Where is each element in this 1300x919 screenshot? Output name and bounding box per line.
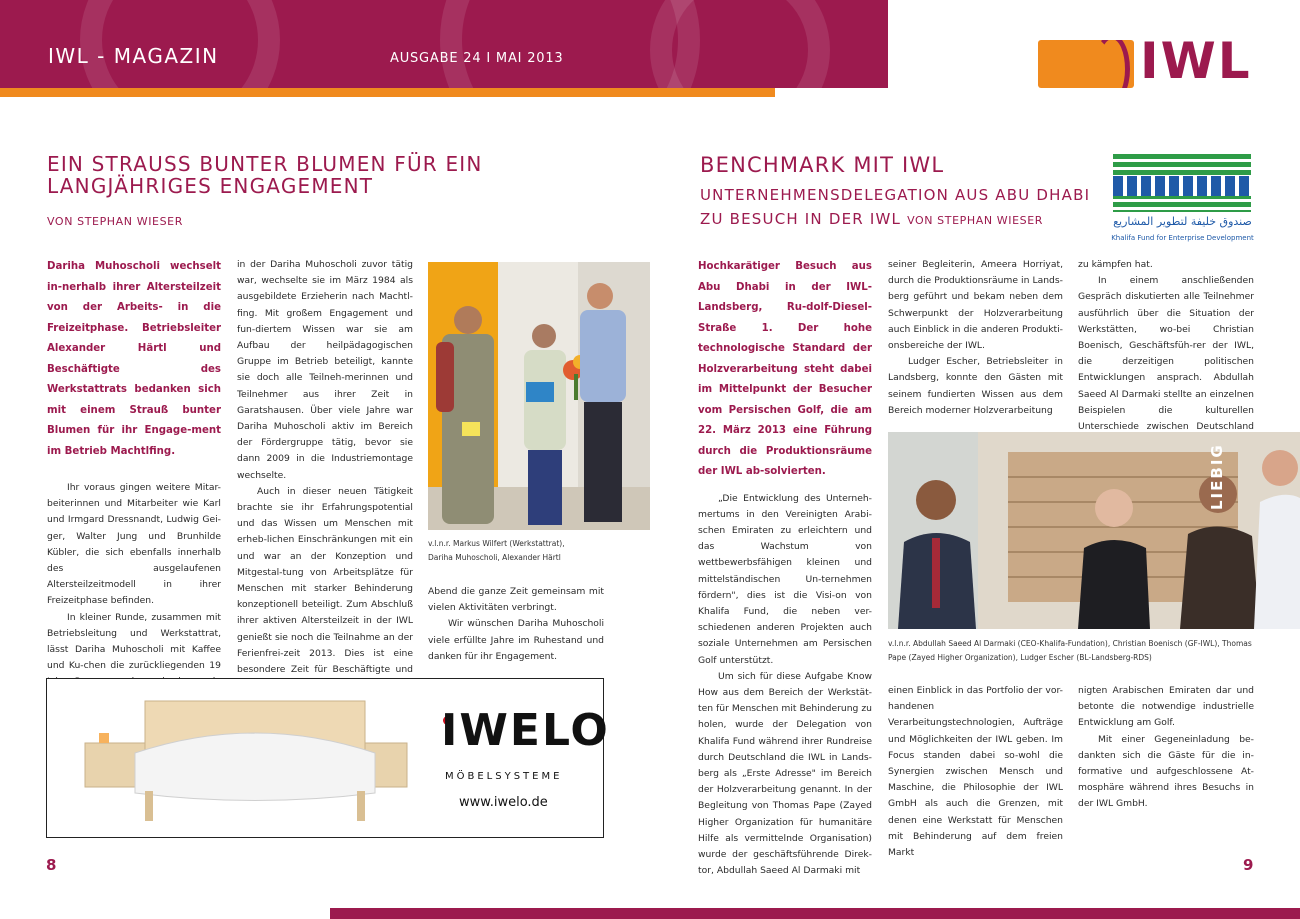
iwelo-advertisement[interactable] (46, 678, 610, 838)
right-col3-bottom-paragraph-2: Mit einer Gegeneinladung be-dankten sich die Gäste für die in-formative und aufgeschlossene At-mosphäre während ihres Besuchs in der IWL GmbH. (1078, 733, 1254, 810)
khalifa-logo-pattern-icon (1113, 154, 1251, 212)
magazine-title: IWL - MAGAZIN (48, 44, 219, 68)
iwl-logo (1038, 32, 1253, 92)
right-column-3-top (1078, 257, 1254, 451)
right-article-title: BENCHMARK MIT IWL (700, 153, 945, 177)
khalifa-fund-logo (1110, 154, 1255, 249)
right-col3-paragraph-1: zu kämpfen hat. (1078, 259, 1153, 270)
right-lead: Hochkarätiger Besuch aus Abu Dhabi in der IWL-Landsberg, Ru-dolf-Diesel-Straße 1. Der hohe technologische Standard der Holzverarbeitung steht dabei im Mittelpunkt der Besucher vom Persischen Golf, die am 22. März 2013 eine Führung durch die Produktionsräume der IWL ab-solvierten. (698, 261, 872, 477)
ad-brand: IWELO (441, 705, 610, 756)
right-subtitle-line-2: ZU BESUCH IN DER IWL (700, 210, 902, 228)
photo-delegation-visit (888, 432, 1300, 629)
right-column-3-bottom (1078, 683, 1254, 813)
right-subtitle-line-1: UNTERNEHMENSDELEGATION AUS ABU DHABI (700, 186, 1091, 204)
right-col1-paragraph-2: Um sich für diese Aufgabe Know How aus dem Bereich der Werkstät-ten für Menschen mit Behinderung zu holen, wurde der Delegation von Khalifa Fund während ihrer Rundreise durch Deutschland die IWL in Lands-berg als „Erste Adresse" im Bereich der Holzverarbeitung genannt. In der Begleitung von Thomas Pape (Zayed Higher Organization für humanitäre Hilfe als vermittelnde Organisation) wurde der geschäftsführende Direk-tor, Abdullah Saeed Al Darmaki mit (698, 670, 872, 877)
photo-people-with-flowers (428, 262, 650, 530)
khalifa-logo-arabic: صندوق خليفة لتطوير المشاريع (1113, 215, 1252, 228)
right-byline: VON STEPHAN WIESER (907, 214, 1044, 227)
right-article-subtitle (700, 183, 1110, 231)
left-col2-paragraph-2: Auch in dieser neuen Tätigkeit brachte sie ihr Erfahrungspotential und das Wissen um Menschen mit erheb-lichen Einschränkungen mit ein und war an der Konzeption und Mitgestal-tung von Arbeitsplätze für Menschen mit starker Behinderung konzeptionell beteiligt. Zum Abschluß ihrer aktiven Altersteilzeit in der IWL genießt sie noch die Teilnahme an der Ferienfrei-zeit 2013. Dies ist eine besondere Zeit für Beschäftigte und (237, 485, 413, 676)
left-lead: Dariha Muhoscholi wechselt in-nerhalb ihrer Altersteilzeit von der Arbeits- in die Freizeitphase. Betriebsleiter Alexander Härtl und Beschäftigte des Werkstattrats bedanken sich mit einem Strauß bunter Blumen für ihr Engage-ment im Betrieb Machtlfing. (47, 261, 221, 457)
right-col3-paragraph-2: In einem anschließenden Gespräch diskutierten alle Teilnehmer ausführlich über die Situation der Werkstätten, wo-bei Christian Boenisch, Geschäftsfüh-rer der IWL, die derzeitigen politischen Entwicklungen ansprach. Abdullah Saeed Al Darmaki stellte an einzelnen Beispielen die kulturellen Unterschiede zwischen Deutschland (1078, 275, 1254, 433)
bed-furniture-image (75, 693, 415, 823)
right-col3-bottom-paragraph-1: nigten Arabischen Emiraten dar und betonte die notwendige industrielle Entwicklung am Golf. (1078, 685, 1254, 729)
right-caption-line-2: Pape (Zayed Higher Organization), Ludger Escher (BL-Landsberg-RDS) (888, 653, 1152, 662)
left-byline: VON STEPHAN WIESER (47, 215, 183, 228)
iwl-logo-text: IWL (1140, 32, 1252, 90)
right-col2-paragraph-1: seiner Begleiterin, Ameera Horriyat, durch die Produktionsräume in Lands-berg geführt und bekam neben dem Schwerpunkt der Holzverarbeitung auch Einblick in die anderen Produkti-onsbereiche der IWL. (888, 259, 1063, 352)
left-col2-paragraph-1: in der Dariha Muhoscholi zuvor tätig war, wechselte sie im März 1984 als ausgebildete Erzieherin nach Machtl-fing. Mit großem Engagement und fun-diertem Wissen war sie am Aufbau der heilpädagogischen Gruppe im Betrieb beteiligt, kannte sie doch alle Teilneh-merinnen und Teilnehmer aus ihrer Zeit in Garatshausen. Über viele Jahre war Dariha Muhoscholi aktiv im Bereich der Fördergruppe tätig, bevor sie dann 2009 in die Industriemontage wechselte. (237, 259, 413, 481)
left-caption-line-1: v.l.n.r. Markus Wilfert (Werkstattrat), (428, 539, 565, 548)
page-number-right: 9 (1243, 856, 1254, 874)
left-column-2 (237, 257, 413, 711)
left-column-3 (428, 584, 604, 665)
right-column-1 (698, 257, 872, 879)
right-col1-paragraph-1: „Die Entwicklung des Unterneh-mertums in den Vereinigten Arabi-schen Emiraten zu erleichtern und das Wachstum von wettbewerbsfähigen kleinen und mittelständischen Un-ternehmen fördern", dies ist die Visi-on von Khalifa Fund, die neben ver-schiedenen anderen Projekten auch soziale Unternehmen am Persischen Golf unterstützt. (698, 492, 872, 666)
left-col3-paragraph-1: Abend die ganze Zeit gemeinsam mit vielen Aktivitäten verbringt. (428, 586, 604, 614)
left-col1-paragraph-2: In kleiner Runde, zusammen mit Betriebsleitung und Werkstattrat, lässt Dariha Muhoscholi mit Kaffee und Ku-chen die zurückliegenden 19 (47, 611, 221, 672)
photo-sign-text: LIEBIG (1208, 443, 1226, 510)
page-number-left: 8 (46, 856, 57, 874)
right-column-2-top (888, 257, 1063, 419)
left-photo-caption (428, 537, 565, 565)
issue-label: AUSGABE 24 I MAI 2013 (390, 51, 564, 66)
ad-url-link[interactable]: www.iwelo.de (459, 795, 548, 810)
left-col3-paragraph-2: Wir wünschen Dariha Muhoscholi viele erfüllte Jahre im Ruhestand und danken für ihr Engagement. (428, 618, 604, 662)
right-column-2-bottom (888, 683, 1063, 861)
ad-subtitle: MÖBELSYSTEME (445, 771, 563, 782)
left-col1-paragraph-1: Ihr voraus gingen weitere Mitar-beiterinnen und Mitarbeiter wie Karl und Irmgard Dressnandt, Ludwig Gei-ger, Walter Jung und Brunhilde Kübler, die sich ebenfalls innerhalb des ausgelaufenen Altersteilzeitmodell in ihrer Freizeitphase befinden. (47, 482, 221, 607)
left-caption-line-2: Dariha Muhoscholi, Alexander Härtl (428, 553, 561, 562)
left-column-1 (47, 257, 221, 739)
footer-band (330, 908, 1300, 919)
right-article-photo (888, 432, 1300, 629)
khalifa-logo-english: Khalifa Fund for Enterprise Development (1111, 234, 1254, 242)
left-title-line-1: EIN STRAUSS BUNTER BLUMEN FÜR EIN (47, 152, 483, 176)
iwl-logo-mark-icon (1038, 40, 1134, 88)
right-col2-paragraph-2: Ludger Escher, Betriebsleiter in Landsberg, konnte den Gästen mit seinem fundierten Wissen aus dem Bereich moderner Holzverarbeitung (888, 356, 1063, 416)
left-article-photo (428, 262, 650, 530)
left-article-title (47, 153, 567, 198)
header-accent-bar (0, 88, 775, 97)
left-title-line-2: LANGJÄHRIGES ENGAGEMENT (47, 174, 374, 199)
right-caption-line-1: v.l.n.r. Abdullah Saeed Al Darmaki (CEO-Khalifa-Fundation), Christian Boenisch (GF-IWL), Thomas (888, 639, 1252, 648)
right-col2-bottom-paragraph: einen Einblick in das Portfolio der vor-handenen Verarbeitungstechnologien, Aufträge und Möglichkeiten der IWL geben. Im Focus standen dabei so-wohl die Synergien zwischen Mensch und Maschine, die Philosophie der IWL GmbH als auch die Grenzen, mit denen eine Werkstatt für Menschen mit Behinderung auf dem freien Markt (888, 685, 1063, 859)
right-photo-caption (888, 637, 1252, 665)
